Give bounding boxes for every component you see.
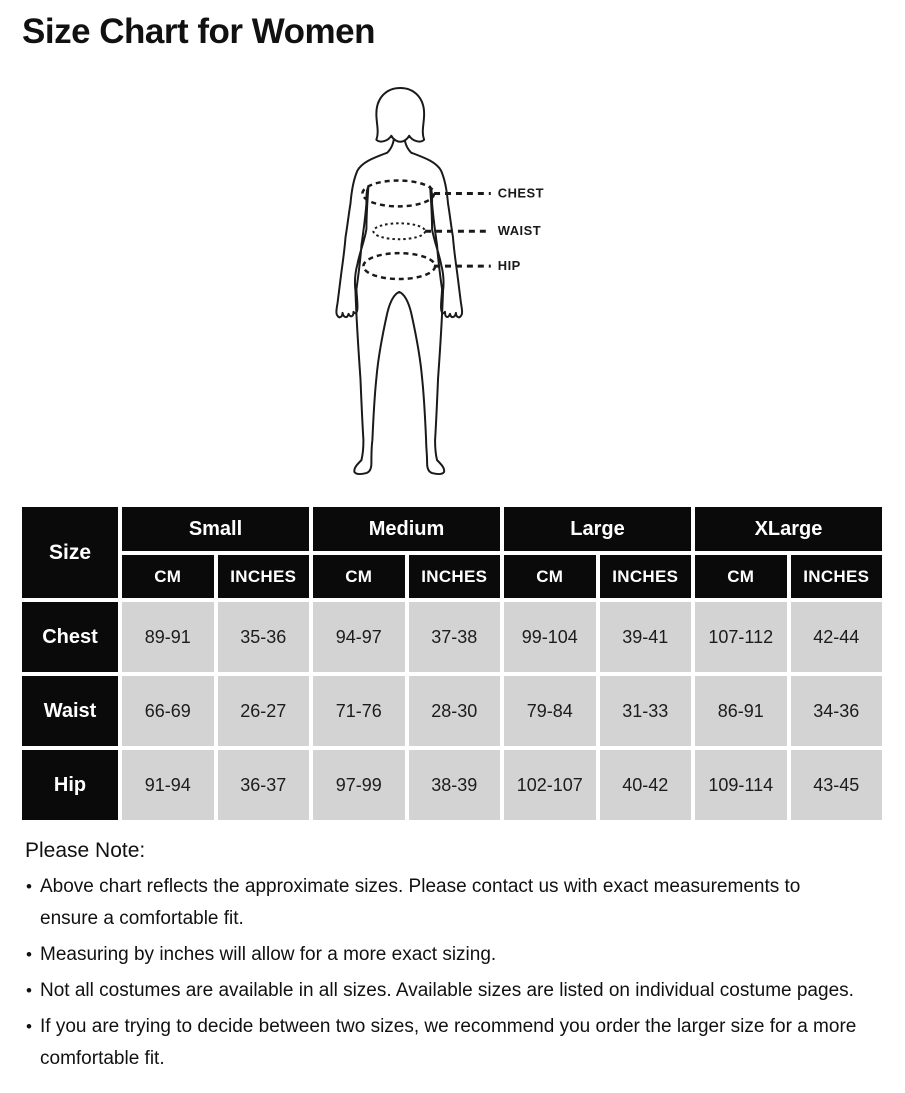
notes-heading: Please Note:: [25, 839, 146, 862]
note-item-between-sizes: • If you are trying to decide between two sizes, we recommend you order the larger size for a more comfortable fit.: [40, 1011, 863, 1075]
unit-header-inches: INCHES: [600, 555, 692, 598]
table-row-hip: [22, 750, 882, 820]
woman-silhouette-figure: [328, 84, 568, 482]
waist-medium-cm: 71-76: [313, 676, 405, 746]
unit-header-cm: CM: [504, 555, 596, 598]
row-label-chest: Chest: [22, 602, 118, 672]
chest-label: CHEST: [497, 185, 545, 201]
hip-xlarge-inches: 43-45: [791, 750, 883, 820]
unit-header-cm: CM: [695, 555, 787, 598]
unit-header-cm: CM: [122, 555, 214, 598]
hip-large-cm: 102-107: [504, 750, 596, 820]
body-outline: [336, 134, 462, 474]
size-chart-table: [18, 503, 886, 824]
page-title: Size Chart for Women: [22, 12, 376, 51]
notes-list: [25, 871, 863, 1075]
hip-ellipse: [363, 253, 435, 279]
hip-medium-cm: 97-99: [313, 750, 405, 820]
table-row-chest: [22, 602, 882, 672]
head-outline: [376, 88, 424, 142]
size-group-header-row: [22, 507, 882, 551]
group-header-large: Large: [504, 507, 691, 551]
waist-xlarge-cm: 86-91: [695, 676, 787, 746]
table-row-waist: [22, 676, 882, 746]
size-corner-cell: Size: [22, 507, 118, 598]
chest-large-cm: 99-104: [504, 602, 596, 672]
waist-xlarge-inches: 34-36: [791, 676, 883, 746]
hip-xlarge-cm: 109-114: [695, 750, 787, 820]
unit-header-cm: CM: [313, 555, 405, 598]
unit-header-inches: INCHES: [791, 555, 883, 598]
waist-medium-inches: 28-30: [409, 676, 501, 746]
chest-ellipse: [362, 181, 434, 207]
row-label-hip: Hip: [22, 750, 118, 820]
waist-small-inches: 26-27: [218, 676, 310, 746]
hip-small-inches: 36-37: [218, 750, 310, 820]
group-header-medium: Medium: [313, 507, 500, 551]
chest-medium-inches: 37-38: [409, 602, 501, 672]
waist-small-cm: 66-69: [122, 676, 214, 746]
chest-xlarge-inches: 42-44: [791, 602, 883, 672]
chest-xlarge-cm: 107-112: [695, 602, 787, 672]
waist-large-cm: 79-84: [504, 676, 596, 746]
chest-medium-cm: 94-97: [313, 602, 405, 672]
notes-section: [25, 837, 905, 1075]
row-label-waist: Waist: [22, 676, 118, 746]
chest-small-cm: 89-91: [122, 602, 214, 672]
hip-small-cm: 91-94: [122, 750, 214, 820]
hip-medium-inches: 38-39: [409, 750, 501, 820]
body-measurement-diagram: [328, 84, 568, 482]
unit-header-inches: INCHES: [409, 555, 501, 598]
hip-large-inches: 40-42: [600, 750, 692, 820]
note-item-measuring-inches: • Measuring by inches will allow for a more exact sizing.: [40, 939, 863, 971]
unit-header-row: [22, 555, 882, 598]
waist-ellipse: [373, 223, 425, 239]
chest-small-inches: 35-36: [218, 602, 310, 672]
note-item-availability: • Not all costumes are available in all sizes. Available sizes are listed on individual costume pages.: [40, 975, 863, 1007]
group-header-small: Small: [122, 507, 309, 551]
note-item-approximate-sizes: • Above chart reflects the approximate sizes. Please contact us with exact measurements to ensure a comfortable fit.: [40, 871, 863, 935]
hip-label: HIP: [497, 258, 521, 274]
waist-label: WAIST: [497, 223, 542, 239]
waist-large-inches: 31-33: [600, 676, 692, 746]
chest-large-inches: 39-41: [600, 602, 692, 672]
group-header-xlarge: XLarge: [695, 507, 882, 551]
unit-header-inches: INCHES: [218, 555, 310, 598]
